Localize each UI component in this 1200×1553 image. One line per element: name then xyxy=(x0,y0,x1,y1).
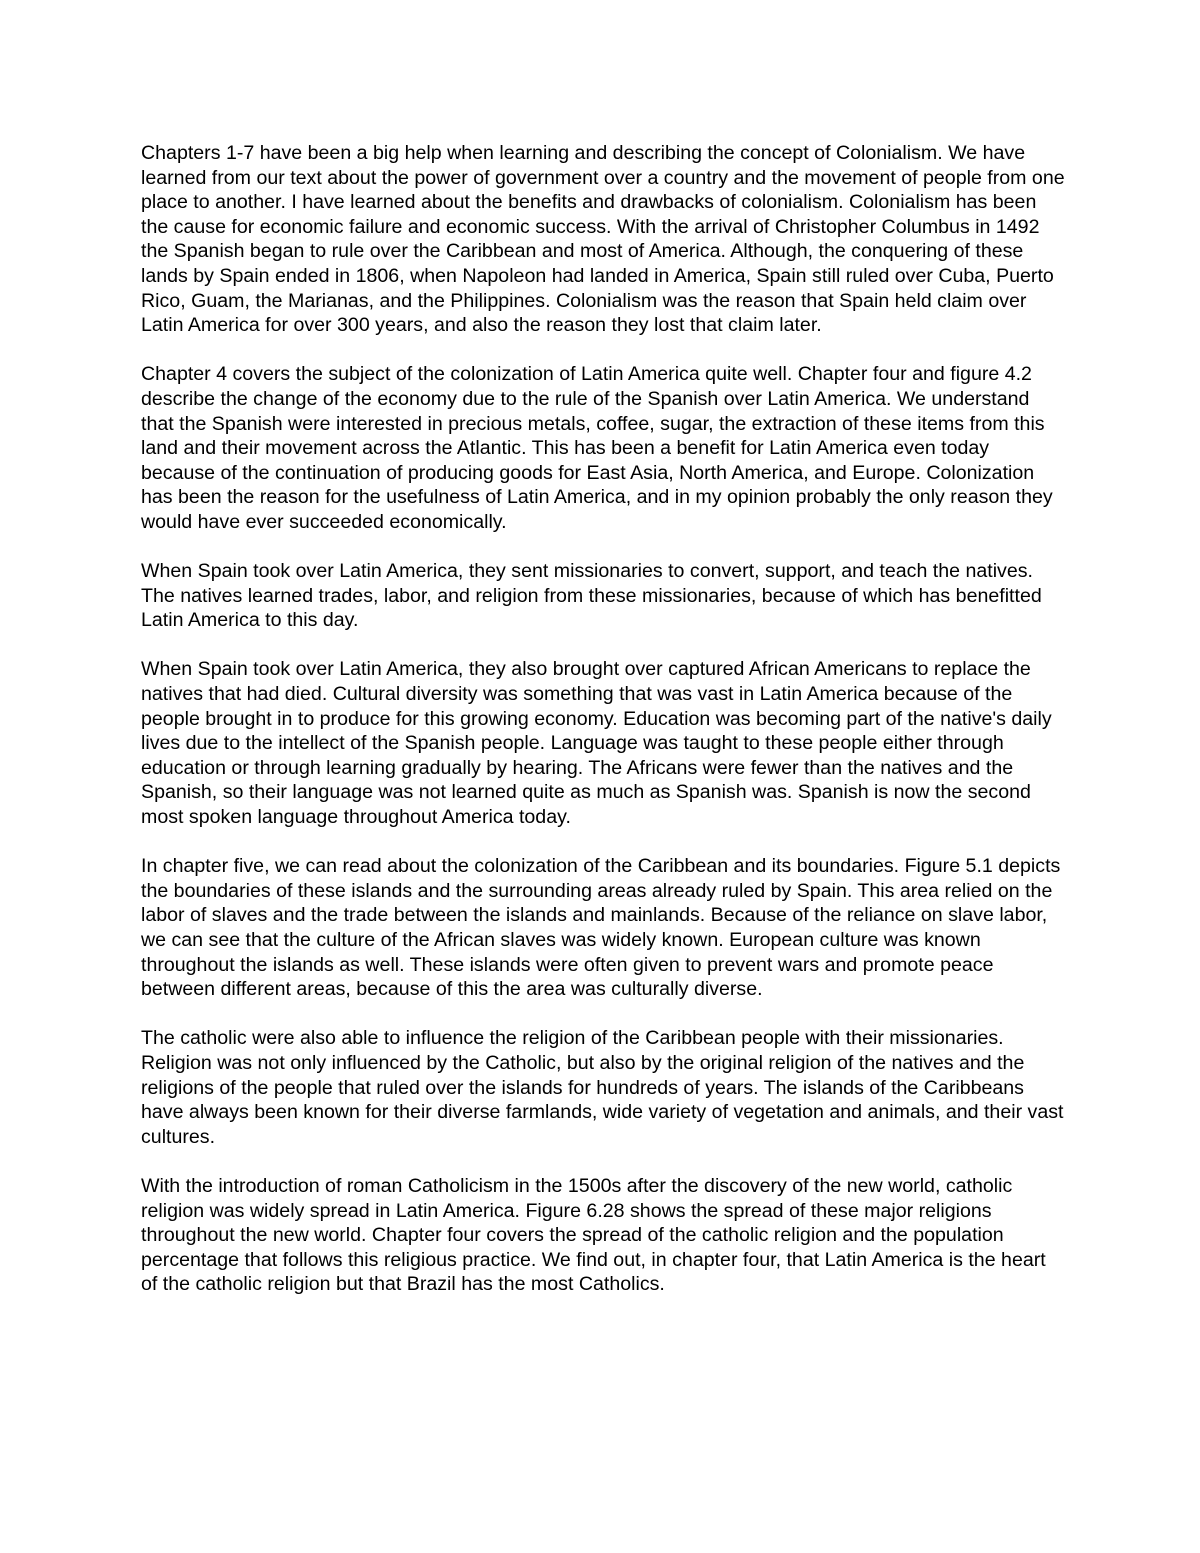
paragraph-1: Chapters 1-7 have been a big help when learning and describing the concept of Colonialism. We have learned from our text about the power of government over a country and the movement of people from one place to another. I have learned about the benefits and drawbacks of colonialism. Colonialism has been the cause for economic failure and economic success. With the arrival of Christopher Columbus in 1492 the Spanish began to rule over the Caribbean and most of America. Although, the conquering of these lands by Spain ended in 1806, when Napoleon had landed in America, Spain still ruled over Cuba, Puerto Rico, Guam, the Marianas, and the Philippines. Colonialism was the reason that Spain held claim over Latin America for over 300 years, and also the reason they lost that claim later. xyxy=(141,142,1065,337)
paragraph-2: Chapter 4 covers the subject of the colonization of Latin America quite well. Chapter four and figure 4.2 describe the change of the economy due to the rule of the Spanish over Latin America. We understand that the Spanish were interested in precious metals, coffee, sugar, the extraction of these items from this land and their movement across the Atlantic. This has been a benefit for Latin America even today because of the continuation of producing goods for East Asia, North America, and Europe. Colonization has been the reason for the usefulness of Latin America, and in my opinion probably the only reason they would have ever succeeded economically. xyxy=(141,363,1053,533)
paragraph-6: The catholic were also able to influence the religion of the Caribbean people with their missionaries. Religion was not only influenced by the Catholic, but also by the original religion of the natives and the religions of the people that ruled over the islands for hundreds of years. The islands of the Caribbeans have always been known for their diverse farmlands, wide variety of vegetation and animals, and their vast cultures. xyxy=(141,1027,1064,1148)
paragraph-5: In chapter five, we can read about the colonization of the Caribbean and its boundaries. Figure 5.1 depicts the boundaries of these islands and the surrounding areas already ruled by Spain. This area relied on the labor of slaves and the trade between the islands and mainlands. Because of the reliance on slave labor, we can see that the culture of the African slaves was widely known. European culture was known throughout the islands as well. These islands were often given to prevent wars and promote peace between different areas, because of this the area was culturally diverse. xyxy=(141,855,1061,1001)
paragraph-4: When Spain took over Latin America, they also brought over captured African Americans to replace the natives that had died. Cultural diversity was something that was vast in Latin America because of the people brought in to produce for this growing economy. Education was becoming part of the native's daily lives due to the intellect of the Spanish people. Language was taught to these people either through education or through learning gradually by hearing. The Africans were fewer than the natives and the Spanish, so their language was not learned quite as much as Spanish was. Spanish is now the second most spoken language throughout America today. xyxy=(141,658,1052,829)
document-body xyxy=(141,141,1066,1322)
paragraph-7: With the introduction of roman Catholicism in the 1500s after the discovery of the new world, catholic religion was widely spread in Latin America. Figure 6.28 shows the spread of these major religions throughout the new world. Chapter four covers the spread of the catholic religion and the population percentage that follows this religious practice. We find out, in chapter four, that Latin America is the heart of the catholic religion but that Brazil has the most Catholics. xyxy=(141,1174,1046,1296)
paragraph-3: When Spain took over Latin America, they sent missionaries to convert, support, and teach the natives. The natives learned trades, labor, and religion from these missionaries, because of which has benefitted Latin America to this day. xyxy=(141,560,1042,632)
